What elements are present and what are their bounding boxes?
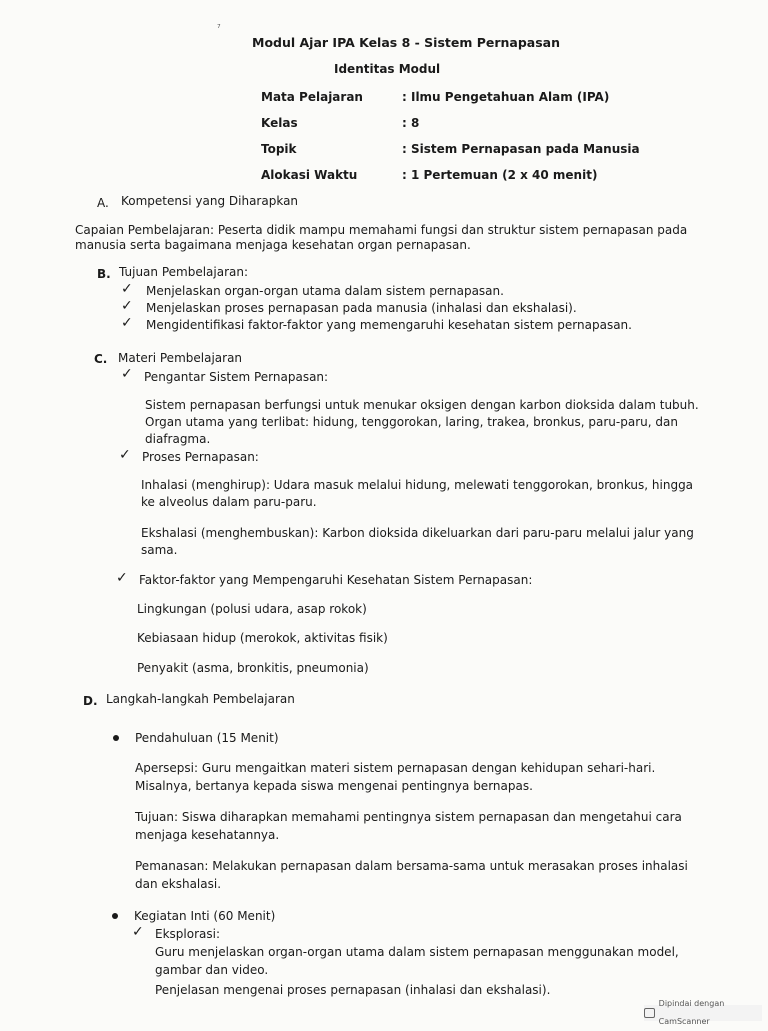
check-icon: ✓ [121,298,133,314]
paragraph-line: Ekshalasi (menghembuskan): Karbon dioksida dikeluarkan dari paru-paru melalui jalur yang [141,526,694,540]
identity-value: : Ilmu Pengetahuan Alam (IPA) [402,90,610,104]
paragraph-line: Apersepsi: Guru mengaitkan materi sistem pernapasan dengan kehidupan sehari-hari. [135,761,656,775]
subheading: Eksplorasi: [155,927,220,941]
list-item: Lingkungan (polusi udara, asap rokok) [137,602,367,616]
paragraph-line: gambar dan video. [155,963,269,977]
paragraph-line: manusia serta bagaimana menjaga kesehatan organ pernapasan. [75,238,471,252]
section-letter: C. [94,352,108,366]
bullet-icon [112,913,118,919]
bullet-icon [113,735,119,741]
subheading: Pengantar Sistem Pernapasan: [144,370,329,384]
identity-label: Topik [261,142,297,156]
check-icon: ✓ [116,570,128,586]
paragraph-line: Misalnya, bertanya kepada siswa mengenai pentingnya bernapas. [135,779,533,793]
list-item: Penyakit (asma, bronkitis, pneumonia) [137,661,369,675]
check-icon: ✓ [121,315,133,331]
paragraph-line: diafragma. [145,432,211,446]
paragraph-line: sama. [141,543,178,557]
identity-value: : Sistem Pernapasan pada Manusia [402,142,640,156]
paragraph-line: Organ utama yang terlibat: hidung, tenggorokan, laring, trakea, bronkus, paru-paru, dan [145,415,678,429]
check-icon: ✓ [132,924,144,940]
section-letter: B. [97,267,111,281]
camscanner-logo-icon [644,1008,655,1018]
paragraph-line: Guru menjelaskan organ-organ utama dalam sistem pernapasan menggunakan model, [155,945,679,959]
paragraph-line: Tujuan: Siswa diharapkan memahami pentingnya sistem pernapasan dan mengetahui cara [135,810,682,824]
scanner-watermark [644,999,762,1026]
paragraph-line: menjaga kesehatannya. [135,828,280,842]
identity-label: Mata Pelajaran [261,90,363,104]
paragraph-line: dan ekshalasi. [135,877,222,891]
list-item: Kebiasaan hidup (merokok, aktivitas fisik) [137,631,388,645]
paragraph-line: Inhalasi (menghirup): Udara masuk melalui hidung, melewati tenggorokan, bronkus, hingga [141,478,694,492]
list-item: Menjelaskan organ-organ utama dalam sistem pernapasan. [146,284,504,298]
document-title: Modul Ajar IPA Kelas 8 - Sistem Pernapasan [252,35,561,50]
subheading: Faktor-faktor yang Mempengaruhi Kesehatan Sistem Pernapasan: [139,573,533,587]
identity-label: Kelas [261,116,298,130]
document-subtitle: Identitas Modul [334,62,441,76]
section-letter: D. [83,694,98,708]
check-icon: ✓ [119,447,131,463]
paragraph-line: Penjelasan mengenai proses pernapasan (inhalasi dan ekshalasi). [155,983,551,997]
paragraph-line: Capaian Pembelajaran: Peserta didik mampu memahami fungsi dan struktur sistem pernapasan pada [75,223,688,237]
section-heading: Materi Pembelajaran [118,351,243,365]
identity-value: : 8 [402,116,420,130]
subheading: Proses Pernapasan: [142,450,259,464]
list-item: Mengidentifikasi faktor-faktor yang memengaruhi kesehatan sistem pernapasan. [146,318,632,332]
section-heading: Kompetensi yang Diharapkan [121,194,299,208]
subheading: Kegiatan Inti (60 Menit) [134,909,276,923]
identity-value: : 1 Pertemuan (2 x 40 menit) [402,168,598,182]
check-icon: ✓ [121,366,133,382]
identity-label: Alokasi Waktu [261,168,358,182]
scanner-watermark-text: Dipindai dengan CamScanner [658,999,725,1026]
section-heading: Tujuan Pembelajaran: [119,265,249,279]
section-heading: Langkah-langkah Pembelajaran [106,692,295,706]
scan-speck: ⁷ [217,24,221,34]
check-icon: ✓ [121,281,133,297]
paragraph-line: ke alveolus dalam paru-paru. [141,495,317,509]
list-item: Menjelaskan proses pernapasan pada manusia (inhalasi dan ekshalasi). [146,301,577,315]
paragraph-line: Pemanasan: Melakukan pernapasan dalam bersama-sama untuk merasakan proses inhalasi [135,859,688,873]
paragraph-line: Sistem pernapasan berfungsi untuk menukar oksigen dengan karbon dioksida dalam tubuh. [145,398,699,412]
subheading: Pendahuluan (15 Menit) [135,731,279,745]
section-letter: A. [97,196,109,210]
